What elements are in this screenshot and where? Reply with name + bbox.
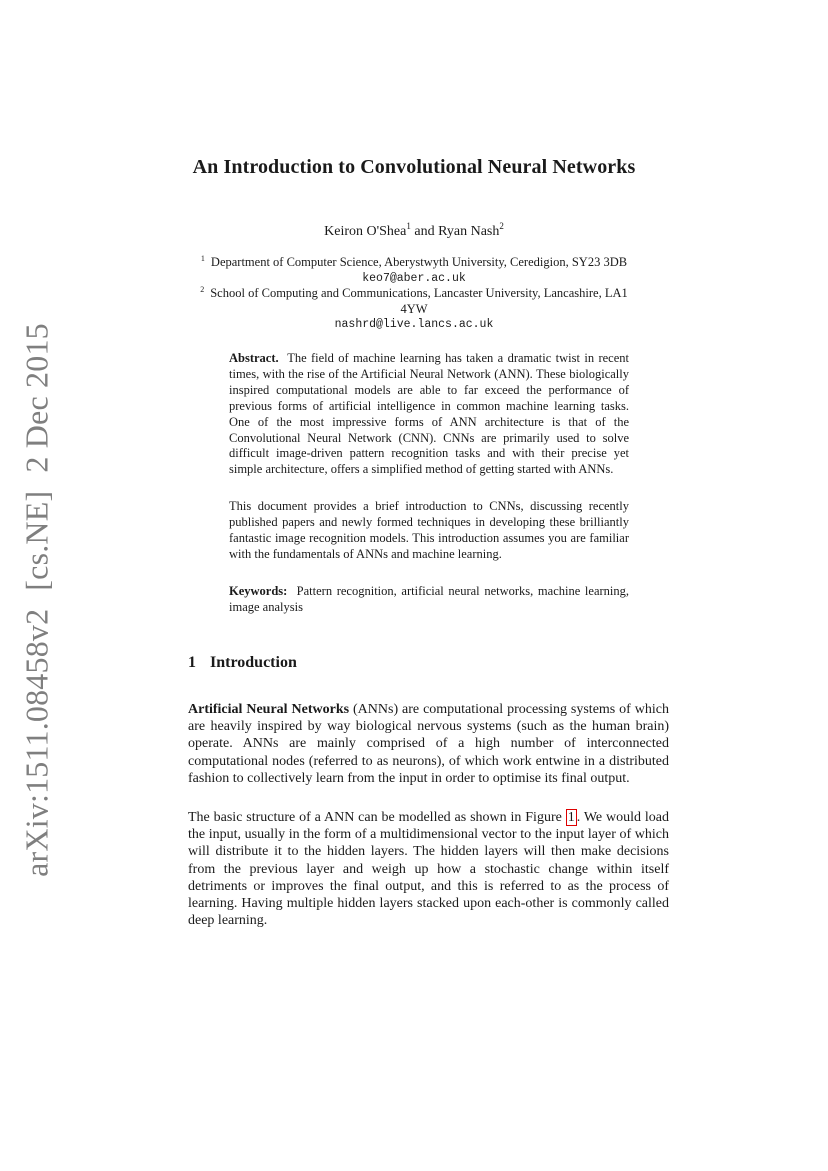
affiliation-1 [0, 251, 828, 286]
affiliation-2-mark: 2 [200, 285, 205, 294]
affiliation-1-text: Department of Computer Science, Aberystwyth University, Ceredigion, SY23 3DB [210, 255, 628, 269]
keywords [229, 584, 629, 616]
section-heading [188, 654, 297, 672]
body-paragraph-1 [188, 701, 669, 787]
arxiv-id: arXiv:1511.08458v2 [18, 608, 55, 877]
affiliation-2-email: nashrd@live.lancs.ac.uk [334, 318, 494, 331]
section-title: Introduction [210, 654, 297, 671]
arxiv-date: 2 Dec 2015 [18, 323, 55, 473]
figure-reference-link[interactable]: 1 [567, 810, 575, 825]
abstract-text-1: The field of machine learning has taken a dramatic twist in recent times, with the rise of the Artificial Neural Network (ANN). These biologically inspired computational models are able to far exceed the performance of previous forms of artificial intelligence in common machine learning tasks. One of the most impressive forms of ANN architecture is that of the Convolutional Neural Network (CNN). CNNs are primarily used to solve difficult image-driven pattern recognition tasks and with their precise yet simple architecture, offers a simplified method of getting started with ANNs. [229, 351, 629, 477]
author-2: Ryan Nash [438, 224, 500, 239]
body-paragraph-2-text-b: . We would load the input, usually in the form of a multidimensional vector to the input layer of which will distribute it to the hidden layers. The hidden layers will then make decisions from the previous layer and weigh up how a stochastic change within itself detriments or improves the final output, and this is referred to as the process of learning. Having multiple hidden layers stacked upon each-other is commonly called deep learning. [188, 810, 669, 929]
author-line [0, 221, 828, 240]
abstract-text-2: This document provides a brief introduction to CNNs, discussing recently published papers and newly formed techniques in developing these brilliantly fantastic image recognition models. This introduction assumes you are familiar with the fundamentals of ANNs and machine learning. [229, 499, 629, 561]
affiliation-1-mark: 1 [200, 254, 205, 263]
abstract-label: Abstract. [229, 351, 279, 365]
author-conjunction: and [414, 224, 435, 239]
affiliation-2-text: School of Computing and Communications, Lancaster University, Lancashire, LA1 [210, 286, 628, 300]
body-paragraph-1-bold: Artificial Neural Networks [188, 702, 350, 717]
arxiv-category: [cs.NE] [18, 490, 55, 591]
arxiv-stamp [19, 323, 56, 877]
body-paragraph-1-text: (ANNs) are computational processing systems of which are heavily inspired by way biological nervous systems (such as the human brain) operate. ANNs are mainly comprised of a high number of interconnected computational nodes (referred to as neurons), of which work entwine in a distributed fashion to collectively learn from the input in order to optimise its final output. [188, 702, 669, 786]
keywords-text: Pattern recognition, artificial neural networks, machine learning, image analysis [229, 584, 629, 614]
abstract-paragraph-2 [229, 499, 629, 563]
body-paragraph-2 [188, 809, 669, 929]
author-1-mark: 1 [406, 221, 411, 231]
section-number: 1 [188, 654, 196, 671]
body-paragraph-2-text-a: The basic structure of a ANN can be modelled as shown in Figure [188, 810, 566, 825]
author-1: Keiron O'Shea [324, 224, 407, 239]
affiliation-2-text-line2: 4YW [400, 301, 428, 316]
author-2-mark: 2 [499, 221, 504, 231]
paper-title: An Introduction to Convolutional Neural Networks [192, 156, 636, 178]
abstract-paragraph-1 [229, 351, 629, 478]
affiliation-2 [0, 282, 828, 333]
keywords-label: Keywords: [229, 584, 288, 598]
affiliation-1-email: keo7@aber.ac.uk [362, 271, 466, 285]
